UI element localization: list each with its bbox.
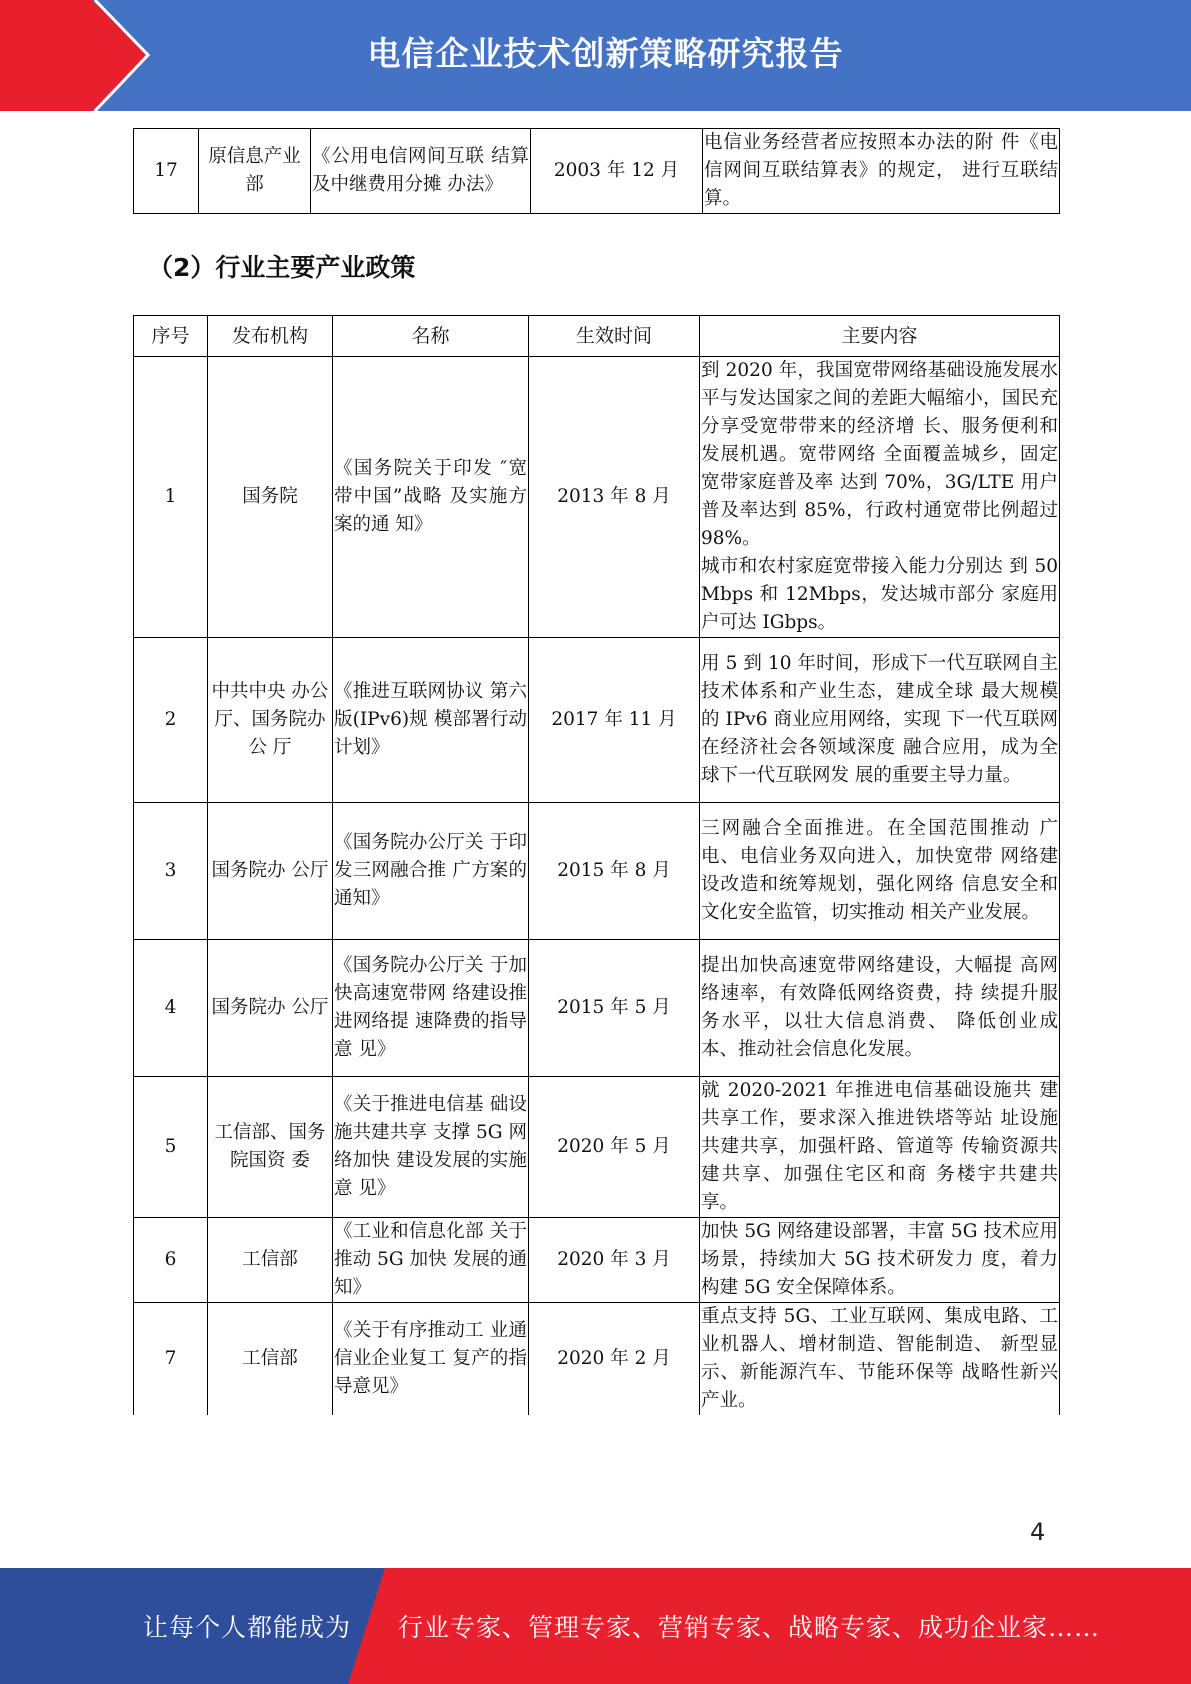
table-row (134, 940, 1060, 1077)
row-date: 2020 年 2 月 (529, 1303, 700, 1416)
row-name: 《国务院办公厅关 于印发三网融合推 广方案的通知》 (333, 803, 529, 940)
policy-table (133, 315, 1060, 1415)
page-header (0, 0, 1191, 111)
row-issuer: 工信部 (208, 1218, 333, 1303)
row-date: 2015 年 5 月 (529, 940, 700, 1077)
row-number: 7 (134, 1303, 208, 1416)
row-date: 2017 年 11 月 (529, 638, 700, 803)
row-name: 《关于推进电信基 础设施共建共享 支撑 5G 网络加快 建设发展的实施意 见》 (333, 1077, 529, 1218)
row-number: 3 (134, 803, 208, 940)
page-footer (0, 1568, 1191, 1684)
row-issuer: 工信部 (208, 1303, 333, 1416)
row-number: 17 (134, 129, 199, 214)
table-header-row (134, 316, 1060, 357)
row-date: 2013 年 8 月 (529, 357, 700, 638)
row-name: 《国务院关于印发 ″宽带中国”战略 及实施方案的通 知》 (333, 357, 529, 638)
row-issuer: 中共中央 办公厅、国务院办公 厅 (208, 638, 333, 803)
column-header-content: 主要内容 (700, 316, 1060, 357)
row-name: 《工业和信息化部 关于推动 5G 加快 发展的通知》 (333, 1218, 529, 1303)
row-issuer: 工信部、国务院国资 委 (208, 1077, 333, 1218)
row-issuer: 国务院办 公厅 (208, 803, 333, 940)
row-content: 加快 5G 网络建设部署，丰富 5G 技术应用场景，持续加大 5G 技术研发力 度，着力构建 5G 安全保障体系。 (700, 1218, 1060, 1303)
report-title: 电信企业技术创新策略研究报告 (367, 34, 844, 73)
row-content: 就 2020-2021 年推进电信基础设施共 建共享工作，要求深入推进铁塔等站 址设施共建共享，加强杆路、管道等 传输资源共建共享、加强住宅区和商 务楼宇共建共享。 (700, 1077, 1060, 1218)
row-content: 提出加快高速宽带网络建设，大幅提 高网络速率，有效降低网络资费，持 续提升服务水平，以壮大信息消费、 降低创业成本、推动社会信息化发展。 (700, 940, 1060, 1077)
row-name: 《关于有序推动工 业通信业企业复工 复产的指导意见》 (333, 1303, 529, 1416)
table-row (134, 1077, 1060, 1218)
row-number: 2 (134, 638, 208, 803)
row-content: 三网融合全面推进。在全国范围推动 广电、电信业务双向进入，加快宽带 网络建设改造和统筹规划，强化网络 信息安全和文化安全监管，切实推动 相关产业发展。 (700, 803, 1060, 940)
row-number: 5 (134, 1077, 208, 1218)
row-content: 用 5 到 10 年时间，形成下一代互联网自主技术体系和产业生态，建成全球 最大规模的 IPv6 商业应用网络，实现 下一代互联网在经济社会各领域深度 融合应用，成为全球下一代互联网发 展的重要主导力量。 (700, 638, 1060, 803)
row-issuer: 原信息产业部 (199, 129, 311, 214)
table-row (134, 638, 1060, 803)
row-content-paragraph: 城市和农村家庭宽带接入能力分别达 到 50Mbps 和 12Mbps，发达城市部分 家庭用户可达 IGbps。 (701, 556, 1058, 633)
row-name: 《推进互联网协议 第六版(IPv6)规 模部署行动计划》 (333, 638, 529, 803)
row-date: 2020 年 5 月 (529, 1077, 700, 1218)
row-number: 4 (134, 940, 208, 1077)
row-content-paragraph: 到 2020 年，我国宽带网络基础设施发展水平与发达国家之间的差距大幅缩小，国民充分享受宽带带来的经济增 长、服务便利和发展机遇。宽带网络 全面覆盖城乡，固定宽带家庭普及率 达到 70%，3G/LTE 用户普及率达到 85%，行政村通宽带比例超过 98%。 (701, 360, 1058, 549)
page-number: 4 (1030, 1518, 1046, 1546)
row-number: 6 (134, 1218, 208, 1303)
row-content (700, 357, 1060, 638)
row-date: 2020 年 3 月 (529, 1218, 700, 1303)
footer-slogan-right: 行业专家、管理专家、营销专家、战略专家、成功企业家…… (398, 1613, 1101, 1642)
row-name: 《公用电信网间互联 结算及中继费用分摊 办法》 (311, 129, 531, 214)
row-issuer: 国务院办 公厅 (208, 940, 333, 1077)
row-name: 《国务院办公厅关 于加快高速宽带网 络建设推进网络提 速降费的指导意 见》 (333, 940, 529, 1077)
column-header-number: 序号 (134, 316, 208, 357)
regulation-table-continued (133, 128, 1060, 214)
column-header-name: 名称 (333, 316, 529, 357)
table-row (134, 1218, 1060, 1303)
row-content: 重点支持 5G、工业互联网、集成电路、工业机器人、增材制造、智能制造、 新型显示、新能源汽车、节能环保等 战略性新兴产业。 (700, 1303, 1060, 1416)
row-issuer: 国务院 (208, 357, 333, 638)
column-header-date: 生效时间 (529, 316, 700, 357)
table-row (134, 803, 1060, 940)
table-row (134, 1303, 1060, 1416)
table-row (134, 129, 1060, 214)
section-heading: （2）行业主要产业政策 (148, 253, 416, 282)
row-number: 1 (134, 357, 208, 638)
row-date: 2003 年 12 月 (531, 129, 703, 214)
row-date: 2015 年 8 月 (529, 803, 700, 940)
row-content: 电信业务经营者应按照本办法的附 件《电信网间互联结算表》的规定， 进行互联结算。 (703, 129, 1060, 214)
footer-slogan-left: 让每个人都能成为 (143, 1613, 352, 1642)
table-row (134, 357, 1060, 638)
column-header-issuer: 发布机构 (208, 316, 333, 357)
